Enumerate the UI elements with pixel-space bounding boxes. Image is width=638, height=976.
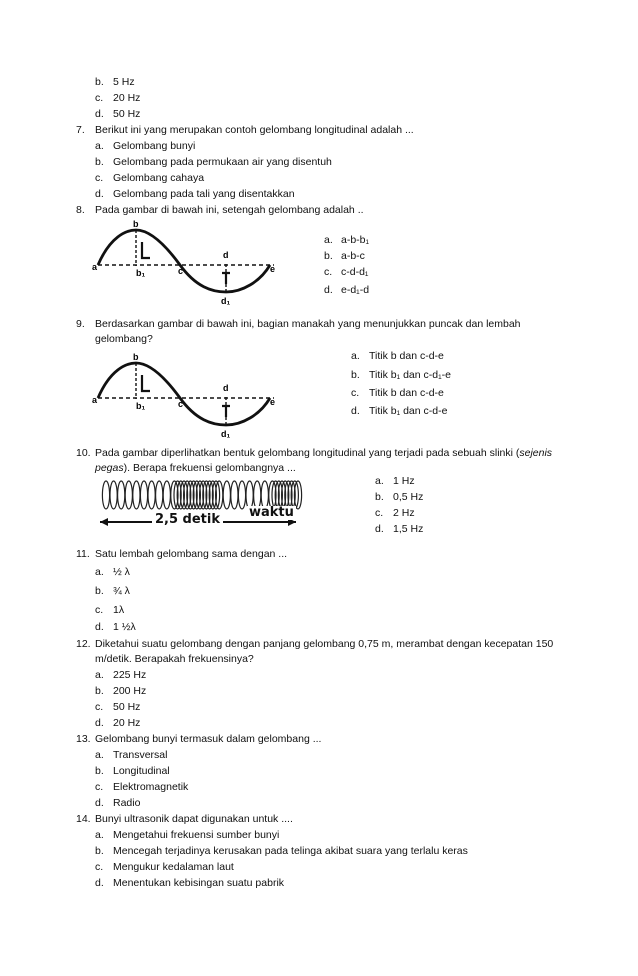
option-text: 1λ	[113, 604, 125, 616]
question-text: Berdasarkan gambar di bawah ini, bagian manakah yang menunjukkan puncak dan lembah	[95, 318, 521, 330]
wave-label-d: d	[223, 383, 229, 393]
wave-label-d: d	[223, 250, 229, 260]
slinki-coil	[231, 481, 238, 509]
option-text: Mengetahui frekuensi sumber bunyi	[113, 829, 280, 841]
option-letter: b.	[95, 765, 104, 777]
option-letter: d.	[95, 717, 104, 729]
question-text	[95, 462, 296, 475]
option-text: Menentukan kebisingan suatu pabrik	[113, 877, 285, 889]
option-text: ½ λ	[113, 566, 130, 578]
question-text: Satu lembah gelombang sama dengan ...	[95, 548, 288, 560]
question-text: Diketahui suatu gelombang dengan panjang gelombang 0,75 m, merambat dengan kecepatan 150	[95, 638, 554, 650]
option-letter: a.	[95, 829, 104, 841]
slinki-coil	[125, 481, 132, 509]
option-letter: a.	[95, 140, 104, 152]
slinki-coil	[110, 481, 117, 509]
option-text: 20 Hz	[113, 92, 141, 104]
option-text: Titik b dan c-d-e	[369, 350, 444, 362]
option-letter: d.	[324, 284, 333, 296]
option-letter: a.	[375, 475, 384, 487]
option-text: Titik b dan c-d-e	[369, 387, 444, 399]
option-text: 2 Hz	[393, 507, 415, 519]
option-text: c-d-d₁	[341, 266, 369, 278]
question-text: Gelombang bunyi termasuk dalam gelombang ...	[95, 733, 322, 745]
option-text: a-b-b₁	[341, 234, 370, 246]
question-number: 8.	[76, 204, 85, 216]
option-letter: a.	[351, 350, 360, 362]
option-letter: c.	[324, 266, 333, 278]
option-letter: b.	[95, 585, 104, 597]
question-text: m/detik. Berapakah frekuensinya?	[95, 653, 254, 665]
question-text-part: Pada gambar diperlihatkan bentuk gelombang longitudinal yang terjadi pada sebuah slinki (	[95, 447, 520, 459]
option-letter: a.	[95, 749, 104, 761]
option-text: Gelombang pada permukaan air yang disentuh	[113, 156, 332, 168]
option-letter: d.	[95, 188, 104, 200]
question-text-italic: sejenis	[519, 447, 553, 459]
wave-label-d1: d₁	[221, 296, 231, 306]
slinki-coil	[238, 481, 245, 509]
option-text: ¾ λ	[113, 585, 130, 597]
wave-label-b1: b₁	[136, 268, 146, 278]
slinki-coil	[133, 481, 140, 509]
option-text: 50 Hz	[113, 701, 141, 713]
slinki-time-label: 2,5 detik	[152, 513, 223, 527]
question-number: 13.	[76, 733, 91, 745]
option-letter: b.	[351, 369, 360, 381]
option-text: Titik b₁ dan c-d-e	[369, 405, 448, 417]
option-text: 200 Hz	[113, 685, 147, 697]
question-text	[95, 447, 552, 460]
option-letter: d.	[95, 877, 104, 889]
slinki-coil	[163, 481, 170, 509]
slinki-coil	[156, 481, 163, 509]
option-letter: b.	[95, 685, 104, 697]
option-letter: b.	[95, 76, 104, 88]
option-text: 50 Hz	[113, 108, 141, 120]
option-letter: c.	[95, 172, 104, 184]
option-letter: c.	[95, 604, 104, 616]
option-text: 20 Hz	[113, 717, 141, 729]
option-text: Titik b₁ dan c-d₁-e	[369, 369, 451, 381]
option-text: Mengukur kedalaman laut	[113, 861, 234, 873]
slinki-coil	[140, 481, 147, 509]
option-letter: a.	[95, 566, 104, 578]
option-letter: a.	[95, 669, 104, 681]
option-letter: d.	[95, 108, 104, 120]
option-text: 225 Hz	[113, 669, 147, 681]
option-text: Gelombang bunyi	[113, 140, 196, 152]
wave-label-c: c	[178, 266, 184, 276]
slinki-coil	[118, 481, 125, 509]
option-letter: b.	[324, 250, 333, 262]
wave-label-c: c	[178, 399, 184, 409]
question-number: 12.	[76, 638, 91, 650]
option-letter: c.	[95, 861, 104, 873]
option-letter: b.	[95, 845, 104, 857]
question-text-part: ). Berapa frekuensi gelombangnya ...	[123, 462, 296, 474]
slinki-coil	[148, 481, 155, 509]
question-text: gelombang?	[95, 333, 153, 345]
option-text: Transversal	[113, 749, 168, 761]
option-letter: d.	[95, 797, 104, 809]
wave-diagram-q9	[92, 351, 282, 441]
slinki-coil	[102, 481, 109, 509]
wave-label-e: e	[270, 264, 276, 274]
option-text: Elektromagnetik	[113, 781, 189, 793]
question-text: Pada gambar di bawah ini, setengah gelombang adalah ..	[95, 204, 364, 216]
question-number: 11.	[76, 548, 90, 560]
wave-label-d1: d₁	[221, 429, 231, 439]
option-text: 0,5 Hz	[393, 491, 424, 503]
option-text: 1 Hz	[393, 475, 415, 487]
option-text: Gelombang cahaya	[113, 172, 205, 184]
wave-label-e: e	[270, 397, 276, 407]
option-letter: d.	[375, 523, 384, 535]
question-text: Berikut ini yang merupakan contoh gelombang longitudinal adalah ...	[95, 124, 414, 136]
slinki-axis-label: waktu	[249, 505, 294, 520]
option-letter: a.	[324, 234, 333, 246]
question-text: Bunyi ultrasonik dapat digunakan untuk ....	[95, 813, 293, 825]
wave-label-b: b	[133, 352, 139, 362]
option-text: Gelombang pada tali yang disentakkan	[113, 188, 295, 200]
option-letter: b.	[375, 491, 384, 503]
option-text: Longitudinal	[113, 765, 170, 777]
slinki-coil	[223, 481, 230, 509]
option-letter: c.	[375, 507, 384, 519]
option-letter: c.	[95, 781, 104, 793]
option-letter: c.	[95, 701, 104, 713]
question-number: 7.	[76, 124, 85, 136]
option-text: Mencegah terjadinya kerusakan pada telinga akibat suara yang terlalu keras	[113, 845, 468, 857]
option-letter: d.	[95, 621, 104, 633]
wave-label-a: a	[92, 395, 98, 405]
option-text: 1 ½λ	[113, 621, 136, 633]
option-text: a-b-c	[341, 250, 365, 262]
wave-label-b: b	[133, 219, 139, 229]
question-number: 14.	[76, 813, 91, 825]
question-number: 10.	[76, 447, 91, 459]
question-number: 9.	[76, 318, 85, 330]
option-letter: d.	[351, 405, 360, 417]
question-text-italic: pegas	[95, 462, 124, 474]
option-letter: c.	[351, 387, 360, 399]
option-text: 1,5 Hz	[393, 523, 424, 535]
option-text: e-d₁-d	[341, 284, 370, 296]
option-letter: c.	[95, 92, 104, 104]
option-text: 5 Hz	[113, 76, 135, 88]
option-letter: b.	[95, 156, 104, 168]
wave-diagram-q8	[92, 218, 282, 308]
wave-label-a: a	[92, 262, 98, 272]
wave-label-b1: b₁	[136, 401, 146, 411]
option-text: Radio	[113, 797, 141, 809]
